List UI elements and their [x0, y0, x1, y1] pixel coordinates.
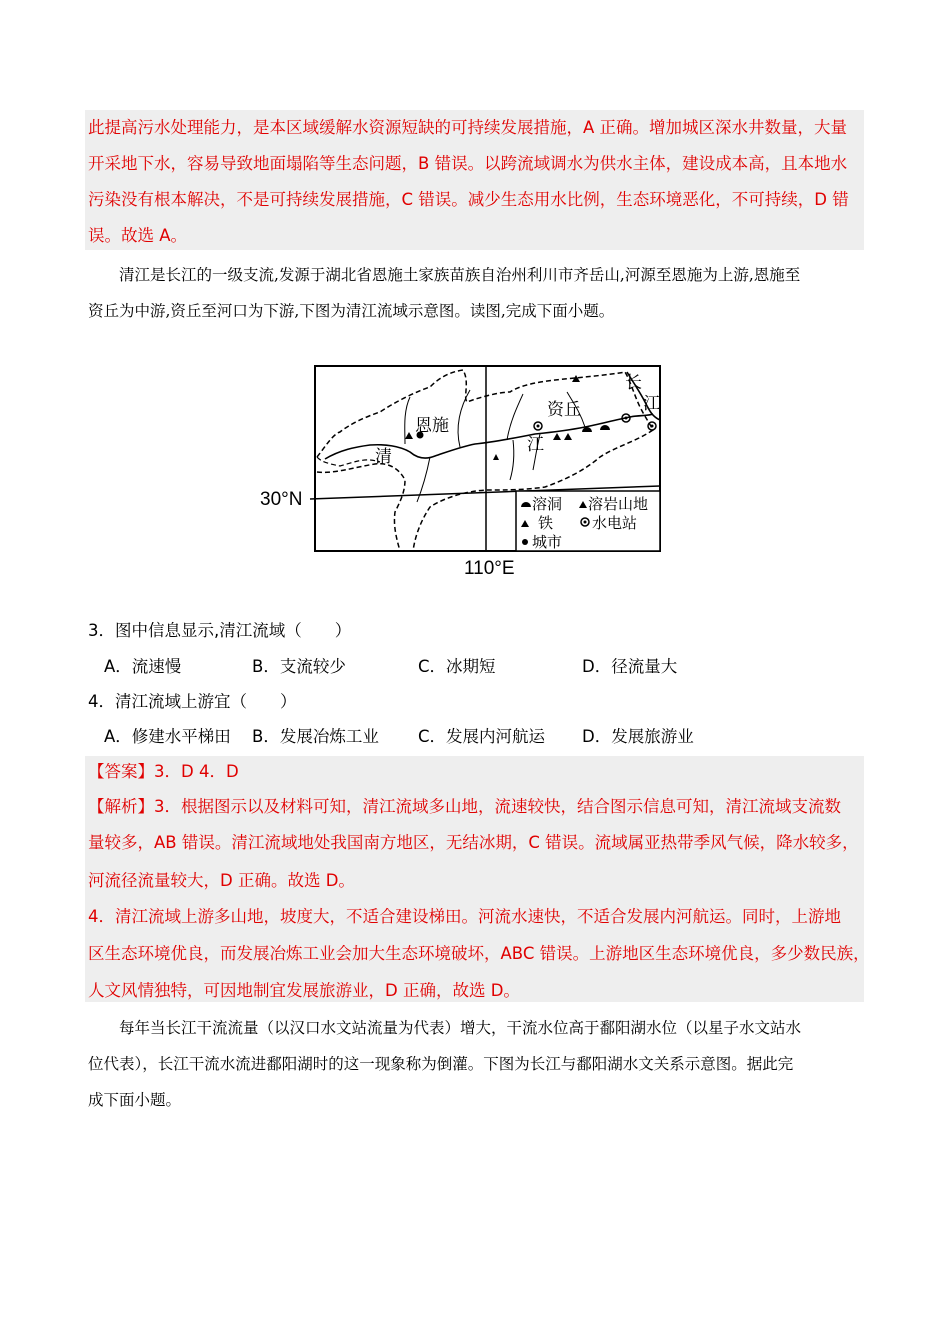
q4-option-d[interactable]: D．发展旅游业: [582, 727, 694, 746]
tributary: [510, 440, 514, 480]
analysis-line: 人文风情独特，可因地制宜发展旅游业，D 正确，故选 D。: [88, 981, 520, 1000]
question-3-stem: 3．图中信息显示,清江流域（ ）: [88, 621, 352, 640]
outro-line: 位代表），长江干流水流进鄱阳湖时的这一现象称为倒灌。下图为长江与鄱阳湖水文关系示意图。据此完: [88, 1055, 794, 1073]
analysis-line: 量较多，AB 错误。清江流域地处我国南方地区，无结冰期，C 错误。流域属亚热带季风气候，降水较多，: [88, 833, 859, 852]
label-lat: 30°N: [260, 489, 303, 510]
analysis-line: 区生态环境优良，而发展冶炼工业会加大生态环境破坏，ABC 错误。上游地区生态环境优良，多少数民族，: [88, 944, 870, 963]
karst-mountain-symbol: [405, 432, 413, 439]
analysis-text: 3．根据图示以及材料可知，清江流域多山地，流速较快，结合图示信息可知，清江流域支流数: [154, 797, 841, 816]
q3-option-c[interactable]: C．冰期短: [418, 657, 496, 676]
explanation-line: 误。故选 A。: [88, 226, 188, 245]
analysis-label: 【解析】: [88, 797, 154, 816]
analysis-line: 河流径流量较大，D 正确。故选 D。: [88, 871, 355, 890]
legend-iron-label: 铁: [538, 515, 554, 532]
tributary: [507, 394, 523, 440]
analysis-line: [88, 797, 841, 817]
legend-city-label: 城市: [532, 534, 563, 551]
outro-line: 成下面小题。: [88, 1091, 182, 1109]
hydro-station-symbol: [648, 422, 656, 430]
legend-cave-label: 溶洞: [532, 496, 563, 513]
iron-symbol: [493, 454, 499, 460]
explanation-line: 污染没有根本解决，不是可持续发展措施，C 错误。减少生态用水比例，生态环境恶化，不可持续，D 错: [88, 190, 849, 209]
legend-mountain-label: 溶岩山地: [588, 496, 649, 513]
q3-option-a[interactable]: A．流速慢: [104, 657, 182, 676]
q3-option-d[interactable]: D．径流量大: [582, 657, 678, 676]
explanation-line: 此提高污水处理能力，是本区域缓解水资源短缺的可持续发展措施，A 正确。增加城区深水井数量，大量: [88, 118, 848, 137]
karst-mountain-symbol: [553, 433, 561, 440]
intro-line: 资丘为中游,资丘至河口为下游,下图为清江流域示意图。读图,完成下面小题。: [88, 302, 615, 320]
q4-option-a[interactable]: A．修建水平梯田: [104, 727, 231, 746]
q4-option-c[interactable]: C．发展内河航运: [418, 727, 546, 746]
hydro-station-symbol: [534, 422, 542, 430]
intro-line: 清江是长江的一级支流,发源于湖北省恩施土家族苗族自治州利川市齐岳山,河源至恩施为上游,恩施至: [119, 266, 801, 284]
q4-option-b[interactable]: B．发展冶炼工业: [252, 727, 379, 746]
q3-option-b[interactable]: B．支流较少: [252, 657, 346, 676]
question-4-stem: 4．清江流域上游宜（ ）: [88, 692, 297, 711]
analysis-line: 4．清江流域上游多山地，坡度大，不适合建设梯田。河流水速快，不适合发展内河航运。同时，上游地: [88, 907, 841, 926]
label-yangtze-chang: 长: [625, 373, 642, 392]
label-yangtze-jiang: 江: [643, 394, 660, 413]
karst-cave-symbol: [600, 425, 610, 430]
legend-hydro-label: 水电站: [592, 515, 638, 532]
label-river-jiang: 江: [527, 435, 544, 454]
explanation-line: 开采地下水，容易导致地面塌陷等生态问题，B 错误。以跨流域调水为供水主体，建设成本高，且本地水: [88, 154, 848, 173]
tributary: [458, 390, 470, 447]
answer-label: 【答案】: [88, 762, 154, 781]
label-enshi: 恩施: [415, 416, 449, 435]
legend-city-symbol: [522, 539, 528, 545]
basin-boundary-south: [317, 464, 405, 551]
karst-mountain-symbol: [564, 433, 572, 440]
label-river-qing: 清: [375, 447, 392, 466]
qingjiang-basin-map: [255, 362, 675, 582]
answer-text: 3．D 4．D: [154, 762, 239, 781]
answer-line: [88, 762, 239, 782]
outro-line: 每年当长江干流流量（以汉口水文站流量为代表）增大，干流水位高于鄱阳湖水位（以星子水文站水: [119, 1019, 802, 1037]
label-ziqiu: 资丘: [547, 400, 581, 419]
label-lon: 110°E: [464, 558, 515, 579]
